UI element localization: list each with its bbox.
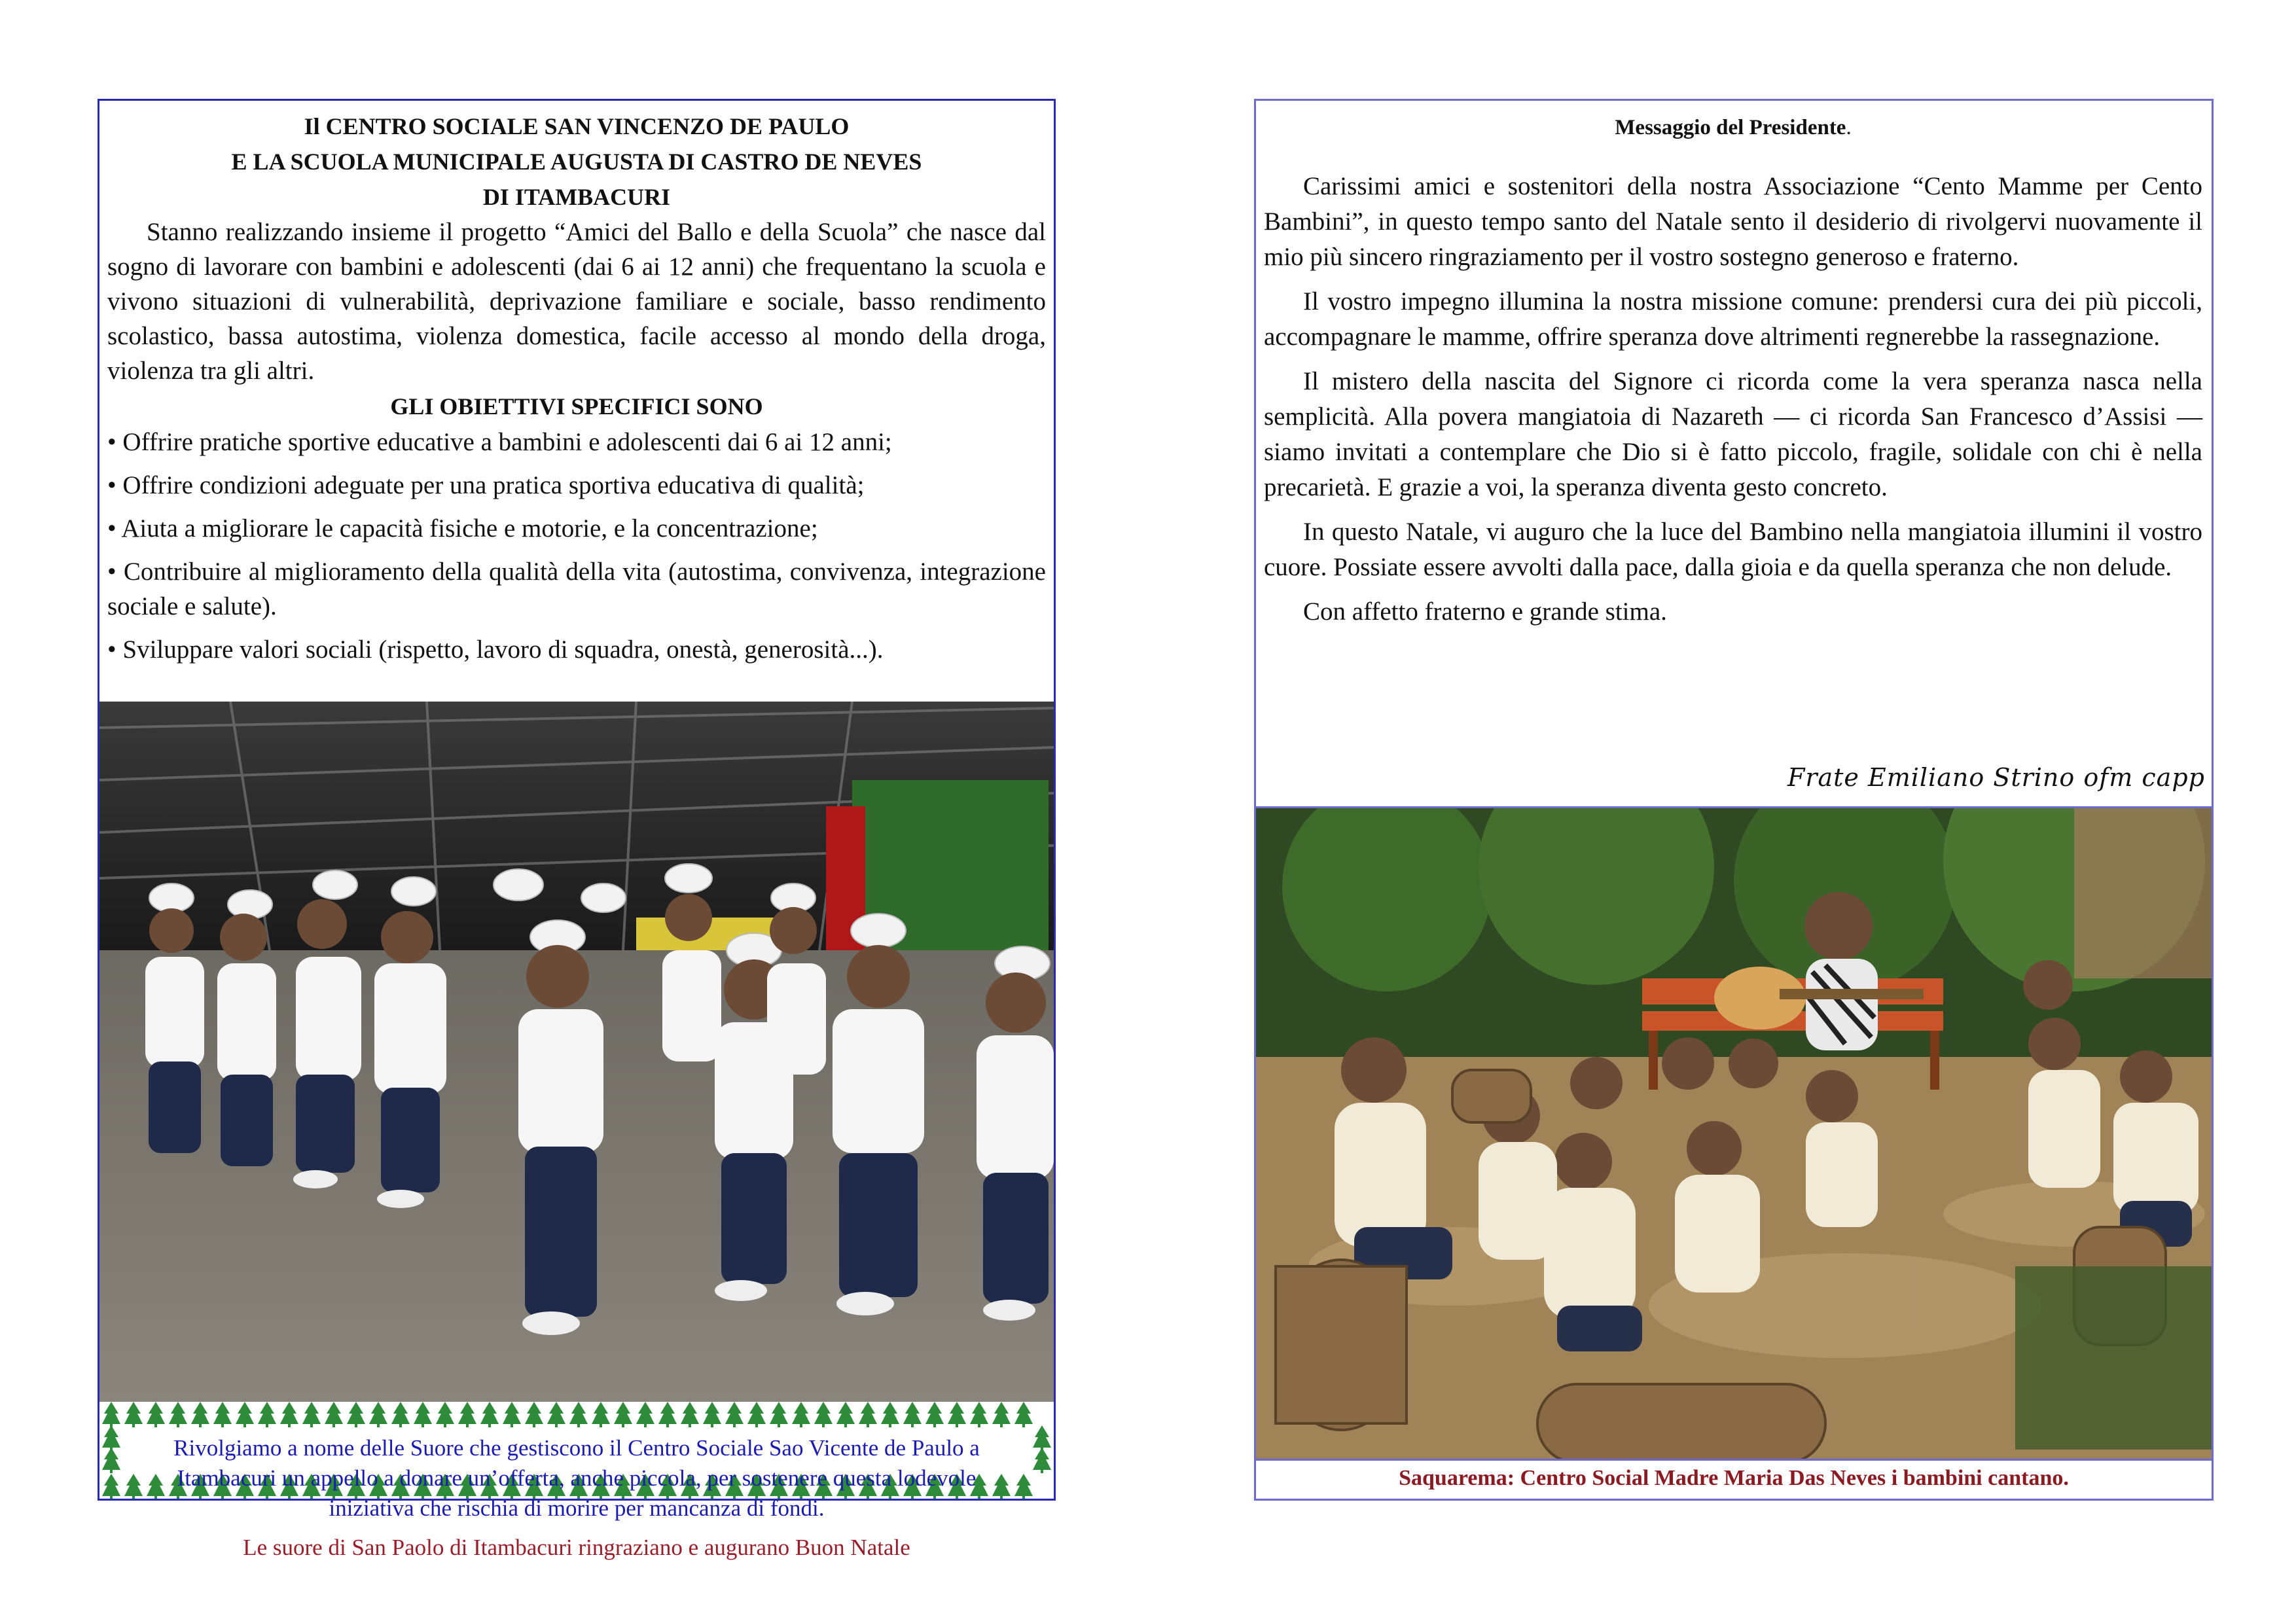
project-intro: Stanno realizzando insieme il progetto “Amici del Ballo e della Scuola” che nasce dal sogno di lavorare con bambini e adolescenti (dai 6 ai 12 anni) che frequentano la scuola e vivono situazioni di vulnerabilità, deprivazione familiare e sociale, basso rendimento scolastico, bassa autostima, violenza domestica, facile accesso al mondo della droga, violenza tra gli altri. [107, 218, 1046, 385]
message-paragraph: Carissimi amici e sostenitori della nostra Associazione “Cento Mamme per Cento Bambini”, in questo tempo santo del Natale sento il desiderio di rivolgervi nuovamente il mio più sincero ringraziamento per il vostro sostegno generoso e fraterno. [1264, 172, 2202, 271]
right-text-block [1264, 101, 2202, 639]
christmas-greeting: Le suore di San Paolo di Itambacuri ringraziano e augurano Buon Natale [243, 1535, 910, 1560]
photo-caption: Saquarema: Centro Social Madre Maria Das Neves i bambini cantano. [1399, 1466, 2069, 1490]
message-paragraph: Con affetto fraterno e grande stima. [1303, 597, 1667, 626]
dancing-children-illustration [99, 702, 1054, 1402]
objective-item: • Sviluppare valori sociali (rispetto, lavoro di squadra, onestà, generosità...). [107, 632, 1046, 667]
donation-appeal: Rivolgiamo a nome delle Suore che gestiscono il Centro Sociale Sao Vicente de Paulo a Itambacuri un appello a donare un’offerta, anche piccola, per sostenere questa lodevole iniziativa che rischia di morire per mancanza di fondi. [173, 1435, 980, 1521]
children-singing-photo [1256, 806, 2212, 1461]
message-title-text: Messaggio del Presidente [1615, 116, 1846, 139]
dancing-children-photo [99, 702, 1054, 1402]
appeal-box [99, 1402, 1054, 1560]
objectives-list [107, 425, 1046, 667]
appeal-text [132, 1433, 1021, 1563]
right-page [1254, 99, 2214, 1501]
objective-item: • Offrire condizioni adeguate per una pratica sportiva educativa di qualità; [107, 468, 1046, 503]
heading-line-1: Il CENTRO SOCIALE SAN VINCENZO DE PAULO [304, 113, 850, 139]
left-page [98, 99, 1056, 1560]
message-paragraph: Il mistero della nascita del Signore ci ricorda come la vera speranza nasca nella semplicità. Alla povera mangiatoia di Nazareth — ci ricorda San Francesco d’Assisi — siamo invitati a contemplare che Dio si è fatto piccolo, fragile, solidale con chi è nella precarietà. E grazie a voi, la speranza diventa gesto concreto. [1264, 367, 2202, 501]
objective-item: • Contribuire al miglioramento della qualità della vita (autostima, convivenza, integrazione sociale e salute). [107, 554, 1046, 624]
left-text-block [107, 101, 1046, 675]
objectives-title: GLI OBIETTIVI SPECIFICI SONO [390, 393, 763, 419]
message-paragraph: In questo Natale, vi auguro che la luce del Bambino nella mangiatoia illumini il vostro cuore. Possiate essere avvolti dalla pace, dalla gioia e da quella speranza che non delude. [1264, 518, 2202, 581]
message-title-dot: . [1846, 116, 1852, 139]
signature: Frate Emiliano Strino ofm capp [1787, 763, 2205, 792]
heading-line-3: DI ITAMBACURI [482, 184, 671, 210]
heading-line-2: E LA SCUOLA MUNICIPALE AUGUSTA DI CASTRO DE NEVES [231, 149, 922, 175]
objective-item: • Aiuta a migliorare le capacità fisiche e motorie, e la concentrazione; [107, 511, 1046, 546]
objective-item: • Offrire pratiche sportive educative a bambini e adolescenti dai 6 ai 12 anni; [107, 425, 1046, 459]
message-title [1264, 110, 2202, 145]
children-singing-illustration [1256, 808, 2212, 1461]
message-paragraph: Il vostro impegno illumina la nostra missione comune: prendersi cura dei più piccoli, accompagnare le mamme, offrire speranza dove altrimenti regnerebbe la rassegnazione. [1264, 287, 2202, 351]
